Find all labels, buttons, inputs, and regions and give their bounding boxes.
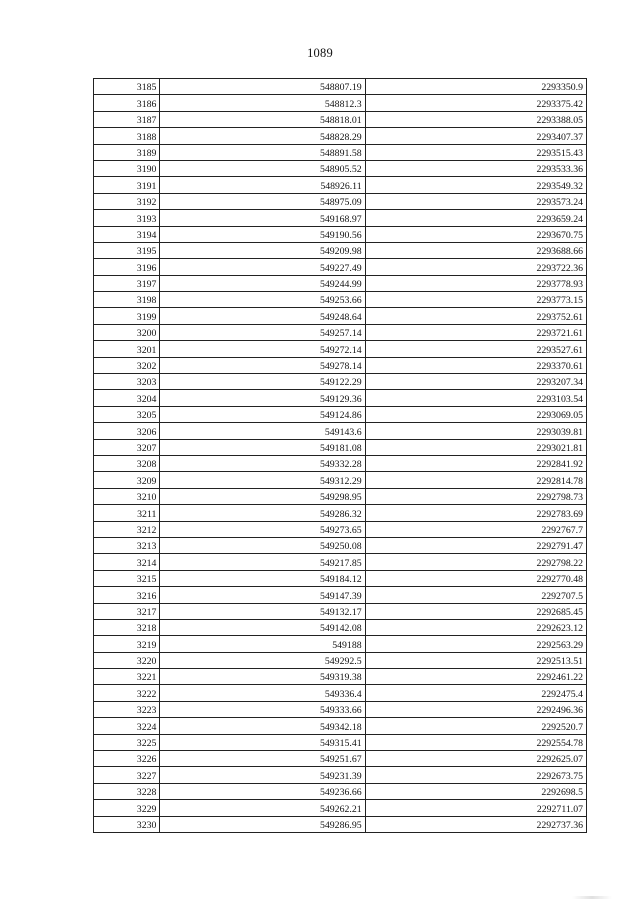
table-row: [94, 488, 587, 504]
y-coordinate-cell: 2292496.36: [365, 701, 586, 717]
table-row: [94, 210, 587, 226]
x-coordinate-cell: 549298.95: [160, 488, 365, 504]
y-coordinate-cell: 2293721.61: [365, 324, 586, 340]
table-row: [94, 439, 587, 455]
x-coordinate-cell: 549124.86: [160, 406, 365, 422]
y-coordinate-cell: 2292513.51: [365, 652, 586, 668]
y-coordinate-cell: 2293069.05: [365, 406, 586, 422]
point-id-cell: 3194: [94, 226, 160, 242]
x-coordinate-cell: 549333.66: [160, 701, 365, 717]
x-coordinate-cell: 549262.21: [160, 800, 365, 816]
x-coordinate-cell: 549129.36: [160, 390, 365, 406]
x-coordinate-cell: 549217.85: [160, 554, 365, 570]
y-coordinate-cell: 2293350.9: [365, 79, 586, 95]
x-coordinate-cell: 549336.4: [160, 685, 365, 701]
point-id-cell: 3188: [94, 128, 160, 144]
x-coordinate-cell: 549332.28: [160, 455, 365, 471]
y-coordinate-cell: 2293103.54: [365, 390, 586, 406]
y-coordinate-cell: 2292770.48: [365, 570, 586, 586]
y-coordinate-cell: 2292814.78: [365, 472, 586, 488]
x-coordinate-cell: 549147.39: [160, 587, 365, 603]
point-id-cell: 3196: [94, 259, 160, 275]
table-row: [94, 636, 587, 652]
point-id-cell: 3223: [94, 701, 160, 717]
table-row: [94, 292, 587, 308]
x-coordinate-cell: 548812.3: [160, 95, 365, 111]
x-coordinate-cell: 549286.95: [160, 816, 365, 832]
point-id-cell: 3227: [94, 767, 160, 783]
table-row: [94, 324, 587, 340]
point-id-cell: 3197: [94, 275, 160, 291]
scan-artifact: [572, 896, 612, 899]
table-row: [94, 95, 587, 111]
point-id-cell: 3213: [94, 537, 160, 553]
x-coordinate-cell: 549188: [160, 636, 365, 652]
point-id-cell: 3221: [94, 669, 160, 685]
point-id-cell: 3191: [94, 177, 160, 193]
point-id-cell: 3217: [94, 603, 160, 619]
table-row: [94, 390, 587, 406]
table-row: [94, 816, 587, 832]
y-coordinate-cell: 2292554.78: [365, 734, 586, 750]
table-row: [94, 718, 587, 734]
point-id-cell: 3216: [94, 587, 160, 603]
y-coordinate-cell: 2292707.5: [365, 587, 586, 603]
table-row: [94, 144, 587, 160]
x-coordinate-cell: 549122.29: [160, 374, 365, 390]
x-coordinate-cell: 549181.08: [160, 439, 365, 455]
x-coordinate-cell: 548807.19: [160, 79, 365, 95]
y-coordinate-cell: 2293778.93: [365, 275, 586, 291]
table-row: [94, 111, 587, 127]
table-row: [94, 767, 587, 783]
point-id-cell: 3210: [94, 488, 160, 504]
point-id-cell: 3195: [94, 242, 160, 258]
table-row: [94, 177, 587, 193]
table-row: [94, 275, 587, 291]
table-row: [94, 751, 587, 767]
point-id-cell: 3207: [94, 439, 160, 455]
point-id-cell: 3200: [94, 324, 160, 340]
y-coordinate-cell: 2292475.4: [365, 685, 586, 701]
y-coordinate-cell: 2292798.22: [365, 554, 586, 570]
x-coordinate-cell: 549319.38: [160, 669, 365, 685]
x-coordinate-cell: 549184.12: [160, 570, 365, 586]
table-row: [94, 423, 587, 439]
x-coordinate-cell: 548891.58: [160, 144, 365, 160]
y-coordinate-cell: 2292791.47: [365, 537, 586, 553]
table-row: [94, 406, 587, 422]
y-coordinate-cell: 2292625.07: [365, 751, 586, 767]
point-id-cell: 3209: [94, 472, 160, 488]
table-row: [94, 603, 587, 619]
point-id-cell: 3214: [94, 554, 160, 570]
point-id-cell: 3187: [94, 111, 160, 127]
table-row: [94, 521, 587, 537]
point-id-cell: 3190: [94, 160, 160, 176]
y-coordinate-cell: 2293021.81: [365, 439, 586, 455]
x-coordinate-cell: 549342.18: [160, 718, 365, 734]
y-coordinate-cell: 2293752.61: [365, 308, 586, 324]
point-id-cell: 3193: [94, 210, 160, 226]
x-coordinate-cell: 549272.14: [160, 341, 365, 357]
table-row: [94, 259, 587, 275]
table-row: [94, 652, 587, 668]
x-coordinate-cell: 549315.41: [160, 734, 365, 750]
x-coordinate-cell: 548905.52: [160, 160, 365, 176]
table-row: [94, 128, 587, 144]
point-id-cell: 3226: [94, 751, 160, 767]
table-row: [94, 455, 587, 471]
point-id-cell: 3205: [94, 406, 160, 422]
y-coordinate-cell: 2293388.05: [365, 111, 586, 127]
y-coordinate-cell: 2292783.69: [365, 505, 586, 521]
x-coordinate-cell: 549286.32: [160, 505, 365, 521]
table-row: [94, 669, 587, 685]
table-row: [94, 242, 587, 258]
x-coordinate-cell: 549244.99: [160, 275, 365, 291]
x-coordinate-cell: 549250.08: [160, 537, 365, 553]
table-row: [94, 374, 587, 390]
point-id-cell: 3218: [94, 619, 160, 635]
point-id-cell: 3212: [94, 521, 160, 537]
x-coordinate-cell: 549278.14: [160, 357, 365, 373]
y-coordinate-cell: 2292685.45: [365, 603, 586, 619]
point-id-cell: 3186: [94, 95, 160, 111]
point-id-cell: 3211: [94, 505, 160, 521]
x-coordinate-cell: 548926.11: [160, 177, 365, 193]
point-id-cell: 3203: [94, 374, 160, 390]
point-id-cell: 3208: [94, 455, 160, 471]
y-coordinate-cell: 2292798.73: [365, 488, 586, 504]
x-coordinate-cell: 549190.56: [160, 226, 365, 242]
table-row: [94, 472, 587, 488]
point-id-cell: 3201: [94, 341, 160, 357]
table-row: [94, 341, 587, 357]
point-id-cell: 3222: [94, 685, 160, 701]
y-coordinate-cell: 2292623.12: [365, 619, 586, 635]
table-row: [94, 357, 587, 373]
x-coordinate-cell: 549132.17: [160, 603, 365, 619]
y-coordinate-cell: 2293549.32: [365, 177, 586, 193]
point-id-cell: 3198: [94, 292, 160, 308]
x-coordinate-cell: 549143.6: [160, 423, 365, 439]
x-coordinate-cell: 548818.01: [160, 111, 365, 127]
point-id-cell: 3185: [94, 79, 160, 95]
x-coordinate-cell: 548828.29: [160, 128, 365, 144]
x-coordinate-cell: 549251.67: [160, 751, 365, 767]
point-id-cell: 3225: [94, 734, 160, 750]
y-coordinate-cell: 2293533.36: [365, 160, 586, 176]
y-coordinate-cell: 2293375.42: [365, 95, 586, 111]
point-id-cell: 3219: [94, 636, 160, 652]
table-row: [94, 193, 587, 209]
table-row: [94, 685, 587, 701]
y-coordinate-cell: 2293207.34: [365, 374, 586, 390]
y-coordinate-cell: 2293573.24: [365, 193, 586, 209]
y-coordinate-cell: 2292520.7: [365, 718, 586, 734]
x-coordinate-cell: 549236.66: [160, 783, 365, 799]
x-coordinate-cell: 549253.66: [160, 292, 365, 308]
point-id-cell: 3229: [94, 800, 160, 816]
point-id-cell: 3228: [94, 783, 160, 799]
table-row: [94, 800, 587, 816]
table-row: [94, 554, 587, 570]
x-coordinate-cell: 548975.09: [160, 193, 365, 209]
table-row: [94, 79, 587, 95]
table-row: [94, 570, 587, 586]
point-id-cell: 3192: [94, 193, 160, 209]
x-coordinate-cell: 549231.39: [160, 767, 365, 783]
table-row: [94, 308, 587, 324]
y-coordinate-cell: 2293688.66: [365, 242, 586, 258]
x-coordinate-cell: 549209.98: [160, 242, 365, 258]
point-id-cell: 3220: [94, 652, 160, 668]
x-coordinate-cell: 549312.29: [160, 472, 365, 488]
y-coordinate-cell: 2292563.29: [365, 636, 586, 652]
y-coordinate-cell: 2292767.7: [365, 521, 586, 537]
x-coordinate-cell: 549142.08: [160, 619, 365, 635]
x-coordinate-cell: 549248.64: [160, 308, 365, 324]
table-row: [94, 160, 587, 176]
x-coordinate-cell: 549168.97: [160, 210, 365, 226]
point-id-cell: 3224: [94, 718, 160, 734]
page-number: 1089: [307, 46, 333, 60]
y-coordinate-cell: 2293670.75: [365, 226, 586, 242]
y-coordinate-cell: 2293039.81: [365, 423, 586, 439]
point-id-cell: 3230: [94, 816, 160, 832]
point-id-cell: 3189: [94, 144, 160, 160]
y-coordinate-cell: 2292841.92: [365, 455, 586, 471]
point-id-cell: 3202: [94, 357, 160, 373]
table-row: [94, 587, 587, 603]
y-coordinate-cell: 2293515.43: [365, 144, 586, 160]
y-coordinate-cell: 2293773.15: [365, 292, 586, 308]
table-row: [94, 505, 587, 521]
x-coordinate-cell: 549257.14: [160, 324, 365, 340]
coordinates-table: [93, 78, 587, 833]
table-row: [94, 701, 587, 717]
coordinates-table-body: [94, 79, 587, 833]
point-id-cell: 3199: [94, 308, 160, 324]
point-id-cell: 3206: [94, 423, 160, 439]
y-coordinate-cell: 2293527.61: [365, 341, 586, 357]
y-coordinate-cell: 2293722.36: [365, 259, 586, 275]
y-coordinate-cell: 2293407.37: [365, 128, 586, 144]
y-coordinate-cell: 2292711.07: [365, 800, 586, 816]
y-coordinate-cell: 2292737.36: [365, 816, 586, 832]
table-row: [94, 783, 587, 799]
y-coordinate-cell: 2292698.5: [365, 783, 586, 799]
table-row: [94, 619, 587, 635]
table-row: [94, 537, 587, 553]
x-coordinate-cell: 549227.49: [160, 259, 365, 275]
y-coordinate-cell: 2292673.75: [365, 767, 586, 783]
y-coordinate-cell: 2292461.22: [365, 669, 586, 685]
table-row: [94, 734, 587, 750]
x-coordinate-cell: 549292.5: [160, 652, 365, 668]
y-coordinate-cell: 2293659.24: [365, 210, 586, 226]
x-coordinate-cell: 549273.65: [160, 521, 365, 537]
y-coordinate-cell: 2293370.61: [365, 357, 586, 373]
point-id-cell: 3204: [94, 390, 160, 406]
table-row: [94, 226, 587, 242]
point-id-cell: 3215: [94, 570, 160, 586]
